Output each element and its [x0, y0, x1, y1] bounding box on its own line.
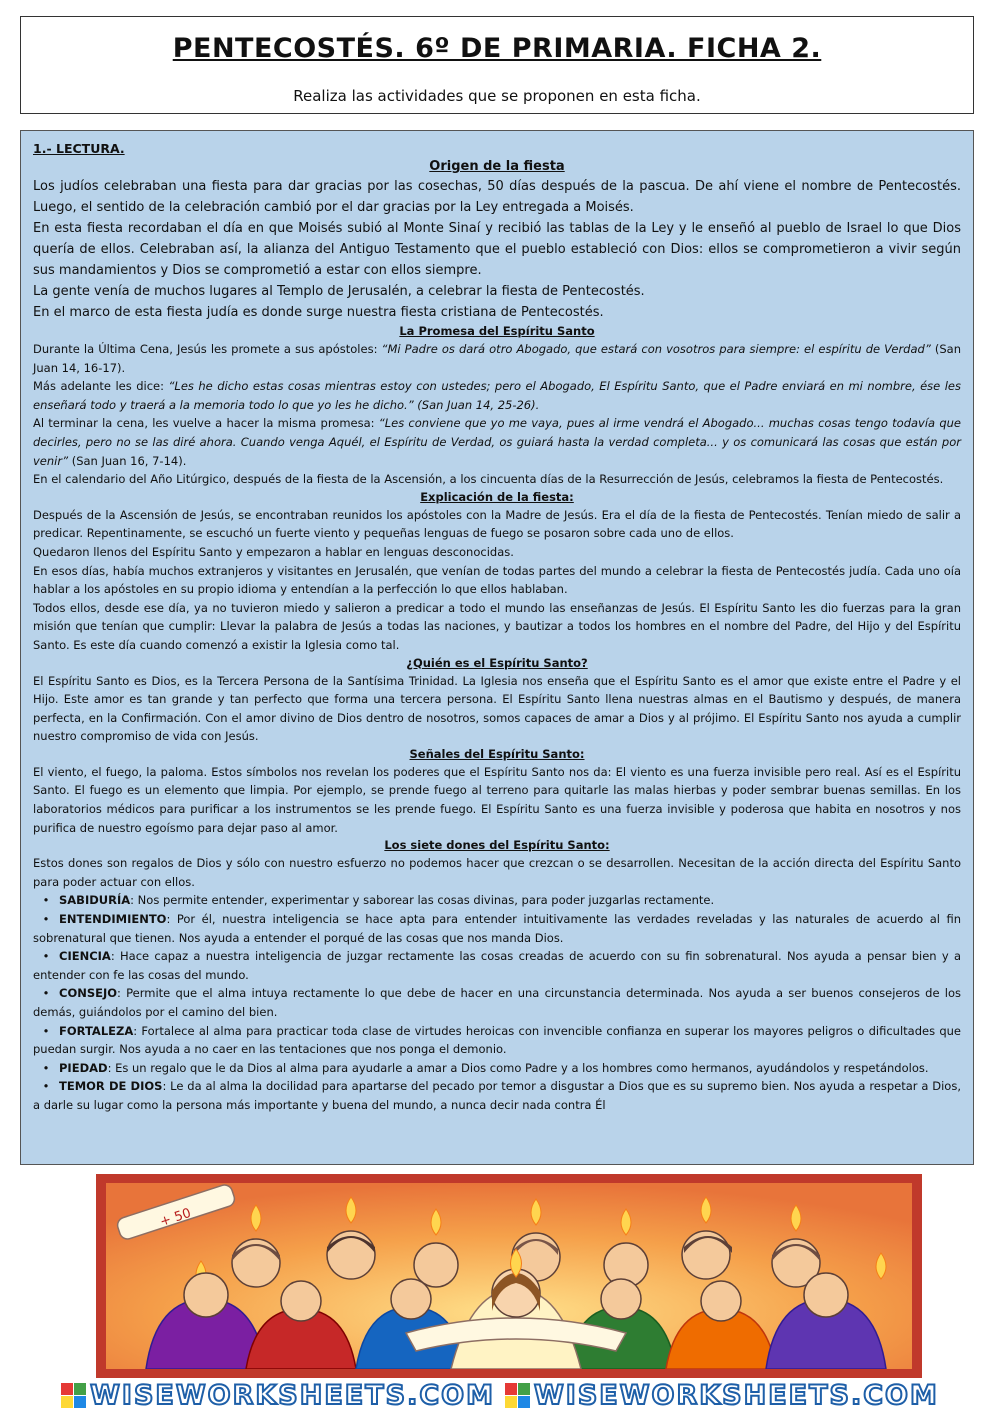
heading-signs: Señales del Espíritu Santo: [409, 746, 585, 761]
explanation-paragraph: En esos días, había muchos extranjeros y visitantes en Jerusalén, que venían de todas partes del mundo a celebrar la fiesta de Pentecostés judía. Cada uno oía hablar a los apóstoles en su propio idioma y entendían a la perfección lo que ellos hablaban. [33, 563, 961, 597]
origin-paragraph: La gente venía de muchos lugares al Templo de Jerusalén, a celebrar la fiesta de Pentecostés. [33, 284, 645, 299]
gift-item: • CONSEJO: Permite que el alma intuya rectamente lo que debe de hacer en una circunstancia determinada. Nos ayuda a ser buenos consejeros de los demás, guiándolos por el camino del bien. [33, 986, 961, 1019]
page-title: PENTECOSTÉS. 6º DE PRIMARIA. FICHA 2. [172, 33, 822, 64]
origin-paragraph: Los judíos celebraban una fiesta para dar gracias por las cosechas, 50 días después de la pascua. De ahí viene el nombre de Pentecostés. Luego, el sentido de la celebración cambió por el dar gracias por la Ley entregada a Moisés. [33, 179, 961, 215]
watermark-footer [0, 1378, 1000, 1413]
gift-item: • FORTALEZA: Fortalece al alma para practicar toda clase de virtudes heroicas con invencible confianza en superar los mayores peligros o dificultades que puedan surgir. Nos ayuda a no caer en las tentaciones que nos ponga el demonio. [33, 1023, 961, 1057]
logo-square-blue [74, 1396, 86, 1408]
logo-square-red [505, 1383, 517, 1395]
reading-section [20, 130, 974, 1165]
gift-name: PIEDAD [59, 1060, 108, 1075]
origin-paragraph: En esta fiesta recordaban el día en que Moisés subió al Monte Sinaí y recibió las tablas de la Ley y le enseñó al pueblo de Israel lo que Dios quería de ellos. Celebraban así, la alianza del Antiguo Testamento que el pueblo estableció con Dios: ellos se comprometieron a vivir según sus mandamientos y Dios se comprometió a estar con ellos siempre. [33, 221, 961, 278]
scroll-text: + 50 [158, 1205, 193, 1230]
logo-square-yellow [505, 1396, 517, 1408]
page-subtitle: Realiza las actividades que se proponen en esta ficha. [293, 87, 701, 105]
gift-name: FORTALEZA [59, 1023, 134, 1038]
gift-name: CIENCIA [59, 949, 111, 964]
heading-origin: Origen de la fiesta [429, 159, 565, 174]
heading-explanation: Explicación de la fiesta: [420, 489, 574, 504]
watermark-unit [505, 1380, 939, 1411]
promise-paragraph: Durante la Última Cena, Jesús les promete a sus apóstoles: “Mi Padre os dará otro Abogado, que estará con vosotros para siempre: el espíritu de Verdad” (San Juan 14, 16-17). [33, 342, 961, 375]
promise-paragraph: Al terminar la cena, les vuelve a hacer la misma promesa: “Les conviene que yo me vaya, pues al irme vendrá el Abogado... muchas cosas tengo todavía que decirles, pero no se las diré ahora. Cuando venga Aquél, el Espíritu de Verdad, os guiará hasta la verdad completa... y os comunicará las cosas que están por venir” (San Juan 16, 7-14). [33, 416, 961, 468]
who-paragraph: El Espíritu Santo es Dios, es la Tercera Persona de la Santísima Trinidad. La Iglesia nos enseña que el Espíritu Santo es el amor que existe entre el Padre y el Hijo. Este amor es tan grande y tan perfecto que forma una tercera persona. El Espíritu Santo llena nuestras almas en el Bautismo y después, de manera perfecta, en la Confirmación. Con el amor divino de Dios dentro de nosotros, somos capaces de amar a Dios y al prójimo. El Espíritu Santo nos ayuda a cumplir nuestro compromiso de vida con Jesús. [33, 673, 961, 744]
logo-square-yellow [61, 1396, 73, 1408]
promise-paragraph: Más adelante les dice: “Les he dicho estas cosas mientras estoy con ustedes; pero el Abogado, El Espíritu Santo, que el Padre enviará en mi nombre, ése les enseñará todo y traerá a la memoria todo lo que yo les he dicho.” (San Juan 14, 25-26). [33, 379, 961, 412]
logo-square-green [74, 1383, 86, 1395]
signs-paragraph: El viento, el fuego, la paloma. Estos símbolos nos revelan los poderes que el Espíritu Santo nos da: El viento es una fuerza invisible pero real. Así es el Espíritu Santo. El fuego es un elemento que limpia. Por ejemplo, se prende fuego al terreno para quitarle las malas hierbas y poder sembrar buenas semillas. En los laboratorios médicos para purificar a los instrumentos se les prende fuego. El Espíritu Santo es una fuerza invisible y poderosa que habita en nosotros y nos purifica de nuestro egoísmo para dejar paso al amor. [33, 764, 961, 835]
gift-name: ENTENDIMIENTO [59, 912, 167, 927]
gift-name: CONSEJO [59, 986, 118, 1001]
section-label: 1.- LECTURA. [33, 141, 125, 156]
promise-paragraph: En el calendario del Año Litúrgico, después de la fiesta de la Ascensión, a los cincuenta días de la Resurrección de Jesús, celebramos la fiesta de Pentecostés. [33, 472, 944, 487]
heading-promise: La Promesa del Espíritu Santo [399, 324, 595, 338]
gift-name: TEMOR DE DIOS [59, 1079, 163, 1094]
header-box [20, 16, 974, 114]
gift-item: • ENTENDIMIENTO: Por él, nuestra inteligencia se hace apta para entender intuitivamente las verdades reveladas y las naturales de acuerdo al fin sobrenatural que tienen. Nos ayuda a entender el porqué de las cosas que nos manda Dios. [33, 912, 961, 945]
pentecost-scene [106, 1183, 912, 1369]
explanation-paragraph: Después de la Ascensión de Jesús, se encontraban reunidos los apóstoles con la Madre de Jesús. Era el día de la fiesta de Pentecostés. Tenían miedo de salir a predicar. Repentinamente, se escuchó un fuerte viento y pequeñas lenguas de fuego se posaron sobre cada uno de ellos. [33, 507, 961, 541]
logo-square-red [61, 1383, 73, 1395]
watermark-text: WISEWORKSHEETS.COM [534, 1380, 939, 1411]
heading-who: ¿Quién es el Espíritu Santo? [406, 655, 588, 670]
heading-gifts: Los siete dones del Espíritu Santo: [384, 838, 610, 853]
explanation-paragraph: Quedaron llenos del Espíritu Santo y empezaron a hablar en lenguas desconocidas. [33, 544, 514, 559]
origin-paragraph: En el marco de esta fiesta judía es donde surge nuestra fiesta cristiana de Pentecostés. [33, 305, 604, 320]
watermark-unit [61, 1380, 495, 1411]
logo-square-blue [518, 1396, 530, 1408]
watermark-text: WISEWORKSHEETS.COM [90, 1380, 495, 1411]
gifts-intro: Estos dones son regalos de Dios y sólo con nuestro esfuerzo no podemos hacer que crezcan o se desarrollen. Necesitan de la acción directa del Espíritu Santo para poder actuar con ellos. [33, 856, 961, 889]
explanation-paragraph: Todos ellos, desde ese día, ya no tuvieron miedo y salieron a predicar a todo el mundo las enseñanzas de Jesús. El Espíritu Santo les dio fuerzas para la gran misión que tenían que cumplir: Llevar la palabra de Jesús a todas las naciones, y bautizar a todos los hombres en el nombre del Padre, del Hijo y del Espíritu Santo. Es este día cuando comenzó a existir la Iglesia como tal. [33, 600, 961, 652]
wiseworksheets-logo-icon [505, 1383, 530, 1408]
gift-item: • PIEDAD: Es un regalo que le da Dios al alma para ayudarle a amar a Dios como Padre y a los hombres como hermanos, ayudándolos y respetándolos. [42, 1060, 929, 1075]
gift-item: • TEMOR DE DIOS: Le da al alma la docilidad para apartarse del pecado por temor a disgustar a Dios que es su supremo bien. Nos ayuda a respetar a Dios, a darle su lugar como la persona más importante y buena del mundo, a nunca decir nada contra Él [33, 1079, 961, 1112]
logo-square-green [518, 1383, 530, 1395]
pentecost-illustration [96, 1174, 922, 1378]
wiseworksheets-logo-icon [61, 1383, 86, 1408]
gift-item: • SABIDURÍA: Nos permite entender, experimentar y saborear las cosas divinas, para poder juzgarlas rectamente. [42, 893, 715, 908]
gift-item: • CIENCIA: Hace capaz a nuestra inteligencia de juzgar rectamente las cosas creadas de acuerdo con su fin sobrenatural. Nos ayuda a pensar bien y a entender con fe las cosas del mundo. [33, 949, 961, 982]
gift-name: SABIDURÍA [59, 893, 131, 908]
